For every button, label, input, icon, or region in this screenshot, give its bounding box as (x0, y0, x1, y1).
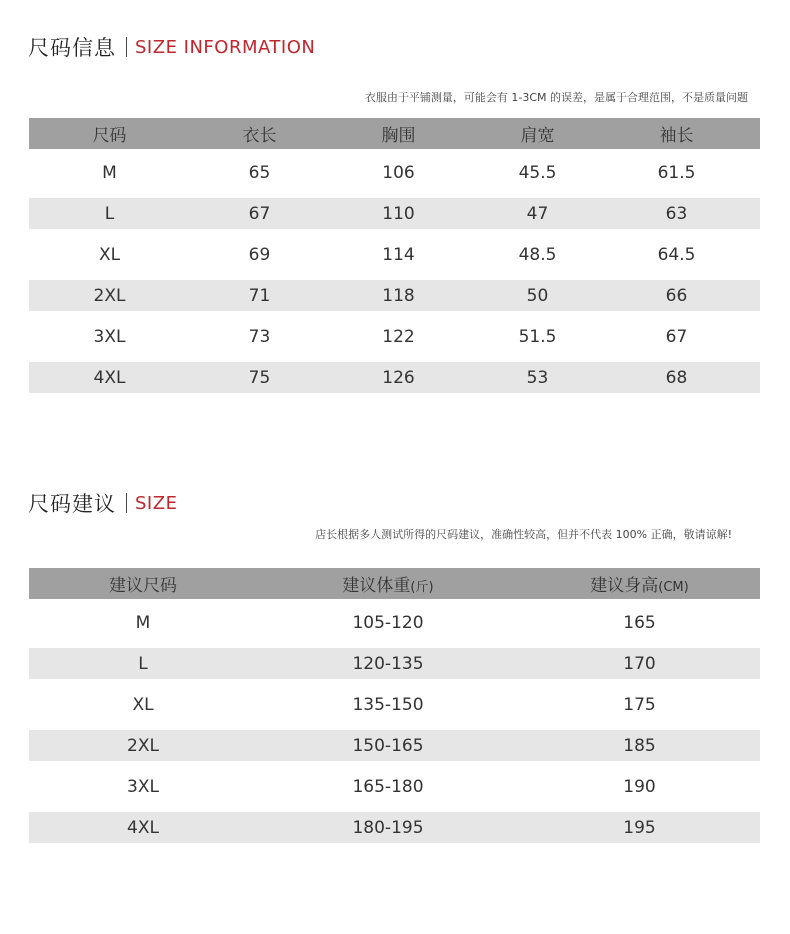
table-row (29, 316, 760, 357)
header-unit: (CM) (658, 580, 689, 595)
table-cell: 165-180 (352, 776, 424, 797)
table-cell: 126 (382, 367, 415, 388)
table-row (29, 766, 760, 807)
table-cell: L (104, 203, 115, 224)
header-cell: 衣长 (242, 126, 277, 146)
table-row (29, 648, 760, 679)
table-cell: 3XL (127, 776, 159, 797)
table-cell: XL (98, 244, 121, 265)
table-cell: 195 (623, 817, 656, 838)
table-cell: 63 (665, 203, 688, 224)
table-row (29, 234, 760, 275)
size-info-table (29, 118, 760, 398)
header-unit: (斤) (410, 580, 434, 595)
table-cell: 48.5 (518, 244, 557, 265)
header-cell: 袖长 (659, 126, 694, 146)
table-cell: 106 (382, 162, 415, 183)
table-header-row (29, 118, 760, 149)
table-header-row (29, 568, 760, 599)
header-cell: 尺码 (92, 126, 127, 146)
title-divider (126, 493, 127, 513)
table-cell: M (102, 162, 117, 183)
title-divider (126, 37, 127, 57)
table-cell: 64.5 (657, 244, 696, 265)
table-cell: 75 (248, 367, 271, 388)
table-cell: 120-135 (352, 653, 424, 674)
table-cell: 105-120 (352, 612, 424, 633)
table-cell: 67 (248, 203, 271, 224)
size-info-title-en: SIZE INFORMATION (135, 36, 316, 58)
size-advice-table (29, 568, 760, 848)
table-cell: 66 (665, 285, 688, 306)
table-cell: 185 (623, 735, 656, 756)
table-cell: L (138, 653, 148, 674)
size-advice-title (28, 489, 177, 517)
table-cell: 118 (382, 285, 415, 306)
table-cell: 135-150 (352, 694, 424, 715)
table-cell: 110 (382, 203, 415, 224)
table-cell: 50 (526, 285, 549, 306)
size-info-note: 衣服由于平铺测量，可能会有 1-3CM 的误差，是属于合理范围，不是质量问题 (364, 91, 748, 104)
table-cell: 2XL (127, 735, 159, 756)
table-row (29, 198, 760, 229)
header-label: 建议尺码 (109, 576, 177, 596)
table-row (29, 730, 760, 761)
size-info-title (28, 33, 315, 61)
table-cell: 61.5 (657, 162, 696, 183)
table-cell: 73 (248, 326, 271, 347)
table-row (29, 152, 760, 193)
table-cell: 175 (623, 694, 656, 715)
table-row (29, 280, 760, 311)
table-cell: XL (132, 694, 154, 715)
table-cell: 3XL (93, 326, 126, 347)
header-label: 建议体重 (342, 576, 411, 596)
table-cell: 4XL (127, 817, 159, 838)
table-row (29, 684, 760, 725)
table-cell: 69 (248, 244, 271, 265)
table-cell: 65 (248, 162, 271, 183)
table-row (29, 602, 760, 643)
size-info-title-cn: 尺码信息 (28, 36, 116, 60)
table-cell: 165 (623, 612, 656, 633)
table-cell: 71 (248, 285, 271, 306)
table-row (29, 362, 760, 393)
table-cell: 4XL (93, 367, 126, 388)
table-cell: M (135, 612, 151, 633)
header-cell (29, 571, 257, 596)
table-cell: 122 (382, 326, 415, 347)
table-row (29, 812, 760, 843)
table-cell: 45.5 (518, 162, 557, 183)
header-cell (257, 571, 519, 596)
table-cell: 51.5 (518, 326, 557, 347)
table-cell: 68 (665, 367, 688, 388)
size-advice-title-cn: 尺码建议 (28, 492, 116, 516)
size-advice-note: 店长根据多人测试所得的尺码建议，准确性较高，但并不代表 100% 正确，敬请谅解! (315, 528, 732, 541)
size-advice-title-en: SIZE (135, 492, 178, 514)
table-cell: 114 (382, 244, 415, 265)
table-cell: 53 (526, 367, 549, 388)
header-cell (519, 571, 760, 596)
table-cell: 150-165 (352, 735, 424, 756)
header-cell: 胸围 (381, 126, 416, 146)
table-cell: 2XL (93, 285, 126, 306)
table-cell: 190 (623, 776, 656, 797)
header-cell: 肩宽 (520, 126, 555, 146)
table-cell: 67 (665, 326, 688, 347)
table-cell: 180-195 (352, 817, 424, 838)
table-cell: 170 (623, 653, 656, 674)
table-cell: 47 (526, 203, 549, 224)
header-label: 建议身高 (590, 576, 659, 596)
